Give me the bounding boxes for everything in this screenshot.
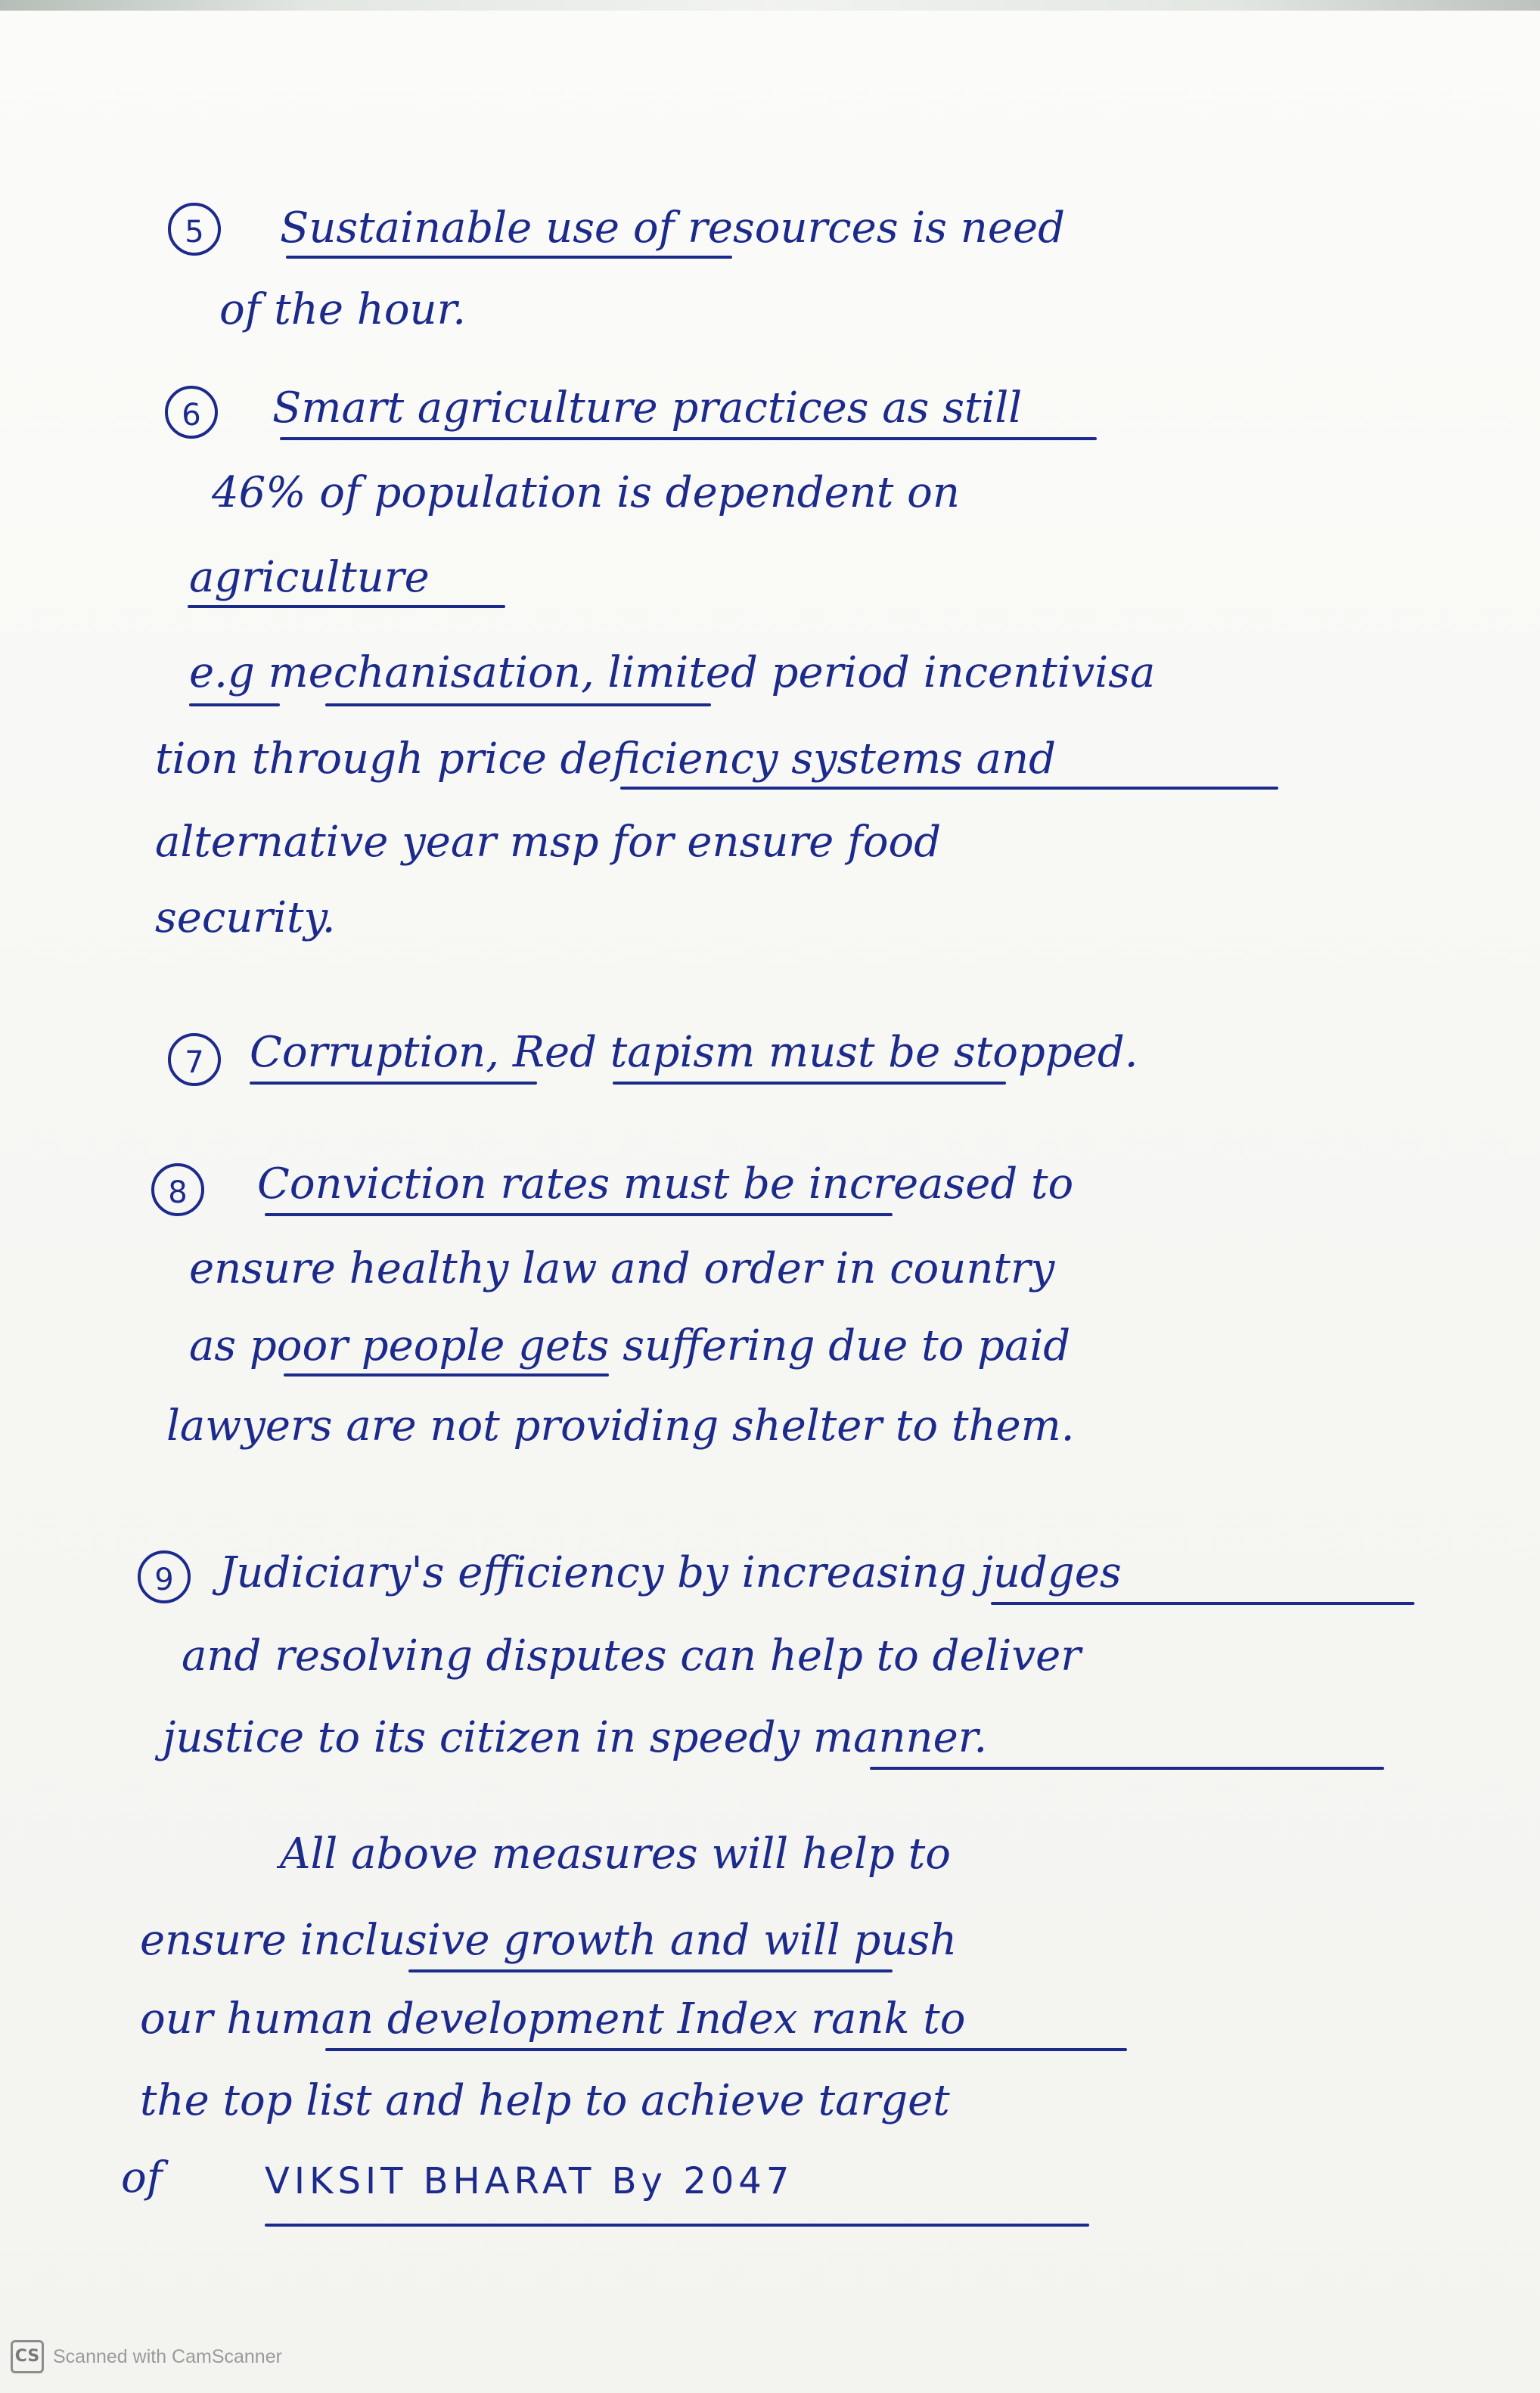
- underline: [265, 1213, 893, 1216]
- point-8-text-3: as poor people gets suffering due to paid: [189, 1321, 1071, 1370]
- conclusion-text-4: the top list and help to achieve target: [140, 2076, 950, 2125]
- point-8-text-4: lawyers are not providing shelter to them.: [166, 1401, 1075, 1451]
- point-6-number: 6: [165, 386, 218, 439]
- underline: [284, 1373, 609, 1377]
- point-6-text-3: agriculture: [189, 553, 430, 602]
- underline: [620, 787, 1278, 790]
- conclusion-text-3: our human development Index rank to: [140, 1994, 966, 2044]
- underline: [188, 605, 505, 608]
- underline: [325, 703, 711, 706]
- point-5-text-1: Sustainable use of resources is need: [280, 203, 1065, 253]
- point-9-text-1: Judiciary's efficiency by increasing judges: [219, 1548, 1122, 1597]
- underline: [189, 703, 280, 706]
- point-9-number: 9: [138, 1550, 191, 1603]
- point-8-text-1: Conviction rates must be increased to: [257, 1159, 1074, 1209]
- point-7-number: 7: [168, 1033, 221, 1086]
- underline: [613, 1082, 1006, 1085]
- camscanner-text: Scanned with CamScanner: [53, 2345, 282, 2367]
- underline: [265, 2224, 1089, 2227]
- point-6-text-2: 46% of population is dependent on: [212, 468, 960, 517]
- viksit-bharat-text: VIKSIT BHARAT By 2047: [265, 2160, 794, 2202]
- point-6-text-1: Smart agriculture practices as still: [272, 383, 1023, 433]
- underline: [325, 2048, 1127, 2051]
- camscanner-watermark: [11, 2339, 282, 2375]
- point-8-text-2: ensure healthy law and order in country: [189, 1244, 1055, 1293]
- point-8-number: 8: [151, 1163, 204, 1216]
- camscanner-logo-icon: CS: [11, 2340, 44, 2373]
- point-6-text-6: alternative year msp for ensure food: [155, 818, 942, 867]
- scan-edge: [0, 0, 1540, 11]
- underline: [870, 1767, 1384, 1770]
- point-5-number: 5: [168, 203, 221, 256]
- point-9-text-2: and resolving disputes can help to deliver: [182, 1631, 1081, 1681]
- conclusion-text-2: ensure inclusive growth and will push: [140, 1916, 958, 1965]
- point-9-text-3: justice to its citizen in speedy manner.: [163, 1713, 988, 1762]
- point-5-text-2: of the hour.: [219, 285, 467, 334]
- point-7-text-1: Corruption, Red tapism must be stopped.: [250, 1028, 1138, 1077]
- point-6-text-7: security.: [155, 893, 336, 942]
- underline: [408, 1969, 893, 1972]
- conclusion-text-5: of: [121, 2153, 163, 2202]
- underline: [250, 1082, 537, 1085]
- underline: [286, 256, 732, 259]
- underline: [991, 1602, 1414, 1605]
- conclusion-text-1: All above measures will help to: [280, 1830, 951, 1879]
- underline: [280, 437, 1097, 440]
- point-6-text-5: tion through price deficiency systems and: [155, 734, 1056, 784]
- point-6-text-4: e.g mechanisation, limited period incentivisa: [189, 648, 1156, 697]
